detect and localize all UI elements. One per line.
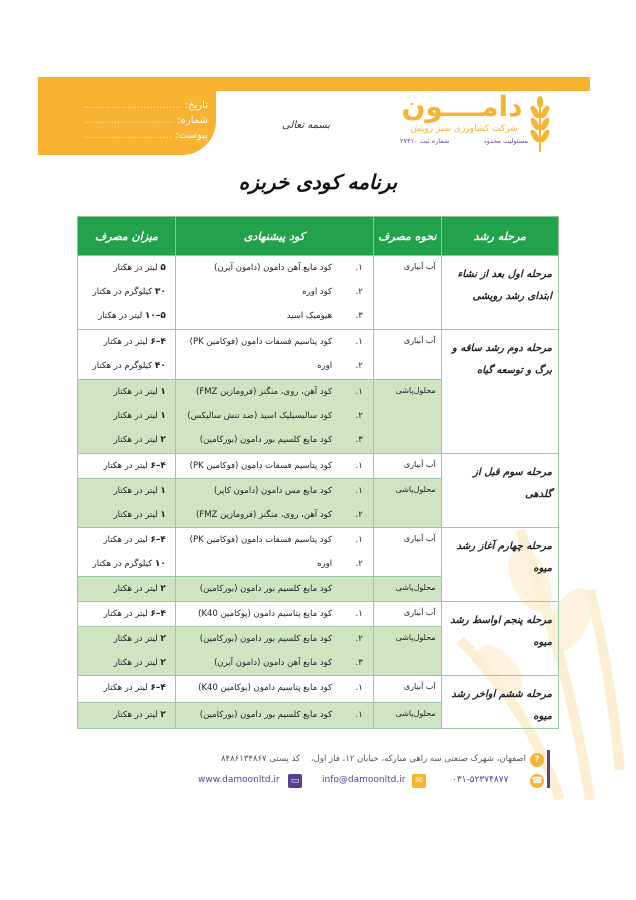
logo-subtitle: شرکت کشاورزی سبز رویش bbox=[410, 124, 518, 134]
header-application-method: نحوه مصرف bbox=[373, 217, 441, 256]
phone-icon: ☎ bbox=[531, 776, 543, 786]
dosage-cell: ۱ لیتر در هکتار ۱ لیتر در هکتار bbox=[78, 479, 176, 528]
growth-stage-cell: مرحله سوم قبل از گلدهی bbox=[441, 454, 558, 528]
growth-stage-cell: مرحله اول بعد از نشاء ابتدای رشد رویشی bbox=[441, 256, 558, 330]
method-cell: محلول‌پاشی bbox=[373, 627, 441, 676]
method-cell: آب آبیاری bbox=[373, 528, 441, 577]
number-field: شماره: ............................ bbox=[85, 115, 208, 126]
table-row bbox=[78, 528, 559, 577]
table-header-row bbox=[78, 217, 559, 256]
dosage-cell: ۲ لیتر در هکتار ۲ لیتر در هکتار bbox=[78, 627, 176, 676]
product-cell: ۲. کود مایع کلسیم بور دامون (بورکامین) ۳. کود مایع آهن دامون (دامون آیرن) bbox=[175, 627, 373, 676]
product-cell: ۱. کود مایع آهن دامون (دامون آیرن) ۲. کود اوره ۳. هیومیک اسید bbox=[175, 256, 373, 330]
logo-note-left: شماره ثبت ۲۷۴۱۰ bbox=[400, 137, 450, 145]
header-dosage: میزان مصرف bbox=[78, 217, 176, 256]
dosage-cell: ۴–۶ لیتر در هکتار ۱۰ کیلوگرم در هکتار bbox=[78, 528, 176, 577]
header-growth-stage: مرحله رشد bbox=[441, 217, 558, 256]
date-field: تاریخ: ............................... bbox=[82, 100, 208, 111]
method-cell: آب آبیاری bbox=[373, 602, 441, 627]
table-row bbox=[78, 676, 559, 703]
dosage-cell: ۴–۶ لیتر در هکتار bbox=[78, 454, 176, 479]
logo-note-right: مسئولیت محدود bbox=[483, 137, 528, 145]
header-recommended-fertilizer: کود پیشنهادی bbox=[175, 217, 373, 256]
basmala: بسمه تعالی bbox=[282, 120, 331, 131]
method-cell: آب آبیاری bbox=[373, 454, 441, 479]
product-cell: ۱. کود پتاسیم فسفات دامون (فوکامین PK) bbox=[175, 454, 373, 479]
product-cell: کود مایع کلسیم بور دامون (بورکامین) bbox=[175, 577, 373, 602]
dosage-cell: ۴–۶ لیتر در هکتار bbox=[78, 602, 176, 627]
dosage-cell: ۵ لیتر در هکتار ۳۰ کیلوگرم در هکتار ۵–۱۰ لیتر در هکتار bbox=[78, 256, 176, 330]
fertilizer-program-table bbox=[77, 216, 559, 729]
attachment-field: پیوست: ............................ bbox=[83, 130, 208, 141]
footer-address: اصفهان، شهرک صنعتی سه راهی مبارکه، خیابان ۱۲، فاز اول، کد پستی ۸۴۸۶۱۳۴۸۶۷ bbox=[220, 754, 526, 764]
website-icon: ▭ bbox=[288, 774, 302, 788]
table-row bbox=[78, 454, 559, 479]
logo-name: دامــــون bbox=[401, 90, 523, 123]
email-icon: ✉ bbox=[412, 774, 426, 788]
dosage-cell: ۴–۶ لیتر در هکتار ۴۰ کیلوگرم در هکتار bbox=[78, 330, 176, 380]
method-cell: محلول‌پاشی bbox=[373, 380, 441, 454]
table-row bbox=[78, 330, 559, 380]
dosage-cell: ۱ لیتر در هکتار ۱ لیتر در هکتار ۲ لیتر در هکتار bbox=[78, 380, 176, 454]
growth-stage-cell: مرحله ششم اواخر رشد میوه bbox=[441, 676, 558, 729]
product-cell: ۱. کود مایع کلسیم بور دامون (بورکامین) bbox=[175, 702, 373, 729]
location-icon: ? bbox=[530, 753, 544, 767]
product-cell: ۱. کود مایع پتاسیم دامون (پوکامین K40) bbox=[175, 602, 373, 627]
growth-stage-cell: مرحله پنجم اواسط رشد میوه bbox=[441, 602, 558, 676]
method-cell: محلول‌پاشی bbox=[373, 702, 441, 729]
method-cell: محلول‌پاشی bbox=[373, 577, 441, 602]
footer-accent-bar bbox=[547, 750, 550, 788]
growth-stage-cell: مرحله چهارم آغاز رشد میوه bbox=[441, 528, 558, 602]
footer-website[interactable]: www.damoonltd.ir bbox=[198, 775, 280, 785]
footer-phone[interactable]: ۰۳۱-۵۲۳۷۴۸۷۷ bbox=[452, 775, 509, 785]
table-row bbox=[78, 256, 559, 330]
dosage-cell: ۲ لیتر در هکتار bbox=[78, 702, 176, 729]
product-cell: ۱. کود مایع مس دامون (دامون کاپر) ۲. کود آهن، روی، منگنز (فرومازین FMZ) bbox=[175, 479, 373, 528]
product-cell: ۱. کود پتاسیم فسفات دامون (فوکامین PK) ۲. اوره bbox=[175, 330, 373, 380]
dosage-cell: ۴–۶ لیتر در هکتار bbox=[78, 676, 176, 703]
method-cell: محلول‌پاشی bbox=[373, 479, 441, 528]
product-cell: ۱. کود پتاسیم فسفات دامون (فوکامین PK) ۲. اوره bbox=[175, 528, 373, 577]
logo-note bbox=[400, 137, 528, 145]
growth-stage-cell: مرحله دوم رشد ساقه و برگ و توسعه گیاه bbox=[441, 330, 558, 454]
method-cell: آب آبیاری bbox=[373, 256, 441, 330]
method-cell: آب آبیاری bbox=[373, 330, 441, 380]
footer-email[interactable]: info@damoonltd.ir bbox=[322, 775, 406, 785]
product-cell: ۱. کود مایع پتاسیم دامون (پوکامین K40) bbox=[175, 676, 373, 703]
method-cell: آب آبیاری bbox=[373, 676, 441, 703]
dosage-cell: ۲ لیتر در هکتار bbox=[78, 577, 176, 602]
wheat-logo-icon bbox=[528, 96, 552, 152]
table-row bbox=[78, 602, 559, 627]
product-cell: ۱. کود آهن، روی، منگنز (فرومازین FMZ) ۲. کود سالیسیلیک اسید (ضد تنش سالیکس) ۳. کود مایع کلسیم بور دامون (بورکامین) bbox=[175, 380, 373, 454]
page-title: برنامه کودی خربزه bbox=[238, 170, 398, 194]
